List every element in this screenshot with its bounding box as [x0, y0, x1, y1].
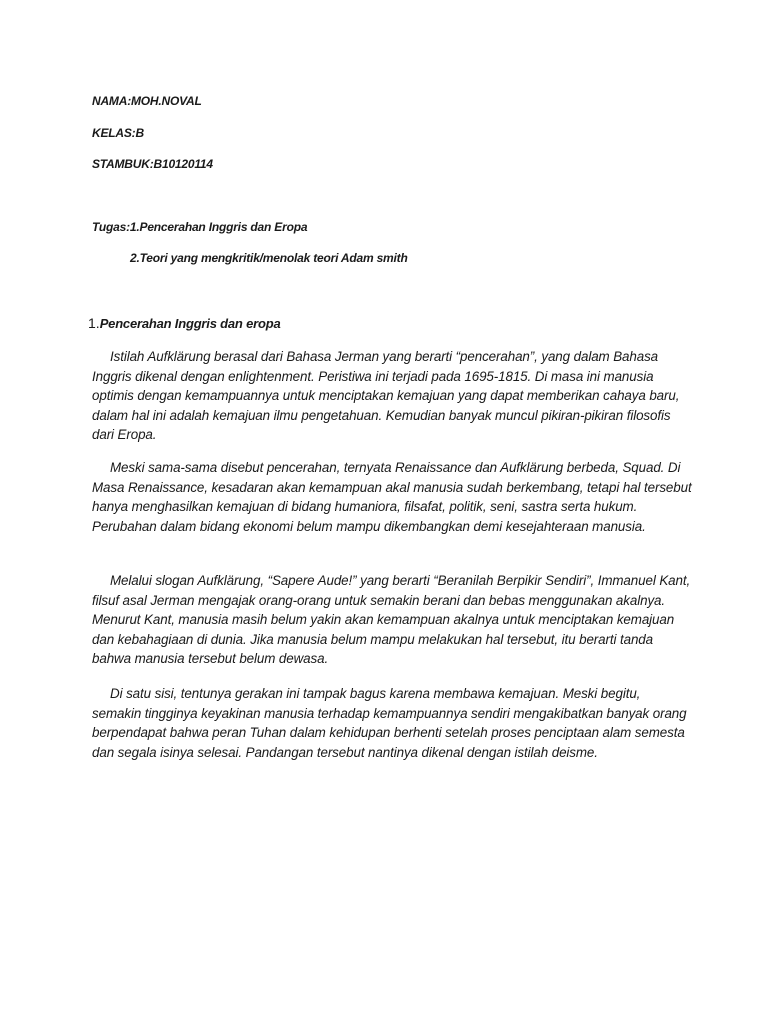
assignment-task-2: 2.Teori yang mengkritik/menolak teori Adam smith	[130, 251, 408, 265]
student-id: STAMBUK:B10120114	[92, 157, 213, 171]
section-heading	[88, 315, 280, 331]
section-number: 1.	[88, 315, 100, 331]
assignment-task-1: Tugas:1.Pencerahan Inggris dan Eropa	[92, 220, 308, 234]
section-title: Pencerahan Inggris dan eropa	[99, 316, 281, 331]
paragraph-3: Melalui slogan Aufklärung, “Sapere Aude!” yang berarti “Beranilah Berpikir Sendiri”, Immanuel Kant, filsuf asal Jerman mengajak orang-orang untuk semakin berani dan bebas menggunakan akalnya. Menurut Kant, manusia masih belum yakin akan kemampuan akalnya untuk menciptakan kemajuan dan kebahagiaan di dunia. Jika manusia belum mampu melakukan hal tersebut, itu berarti tanda bahwa manusia tersebut belum dewasa.	[92, 573, 691, 667]
paragraph-2: Meski sama-sama disebut pencerahan, ternyata Renaissance dan Aufklärung berbeda, Squad. Di Masa Renaissance, kesadaran akan kemampuan akal manusia sudah berkembang, tetapi hal tersebut hanya menghasilkan kemajuan di bidang humaniora, filsafat, politik, seni, sastra serta hukum. Perubahan dalam bidang ekonomi belum mampu dikembangkan demi kesejahteraan manusia.	[92, 460, 692, 534]
paragraph-4: Di satu sisi, tentunya gerakan ini tampak bagus karena membawa kemajuan. Meski begitu, semakin tingginya keyakinan manusia terhadap kemampuannya sendiri mengakibatkan banyak orang berpendapat bahwa peran Tuhan dalam kehidupan berhenti setelah proses penciptaan alam semesta dan segala isinya selesai. Pandangan tersebut nantinya dikenal dengan istilah deisme.	[92, 686, 687, 760]
student-name: NAMA:MOH.NOVAL	[92, 94, 202, 108]
paragraph-1: Istilah Aufklärung berasal dari Bahasa Jerman yang berarti “pencerahan”, yang dalam Bahasa Inggris dikenal dengan enlightenment. Peristiwa ini terjadi pada 1695-1815. Di masa ini manusia optimis dengan kemampuannya untuk menciptakan kemajuan yang dapat memberikan cahaya baru, dalam hal ini adalah kemajuan ilmu pengetahuan. Kemudian banyak muncul pikiran-pikiran filosofis dari Eropa.	[92, 349, 680, 443]
student-class: KELAS:B	[92, 126, 144, 140]
